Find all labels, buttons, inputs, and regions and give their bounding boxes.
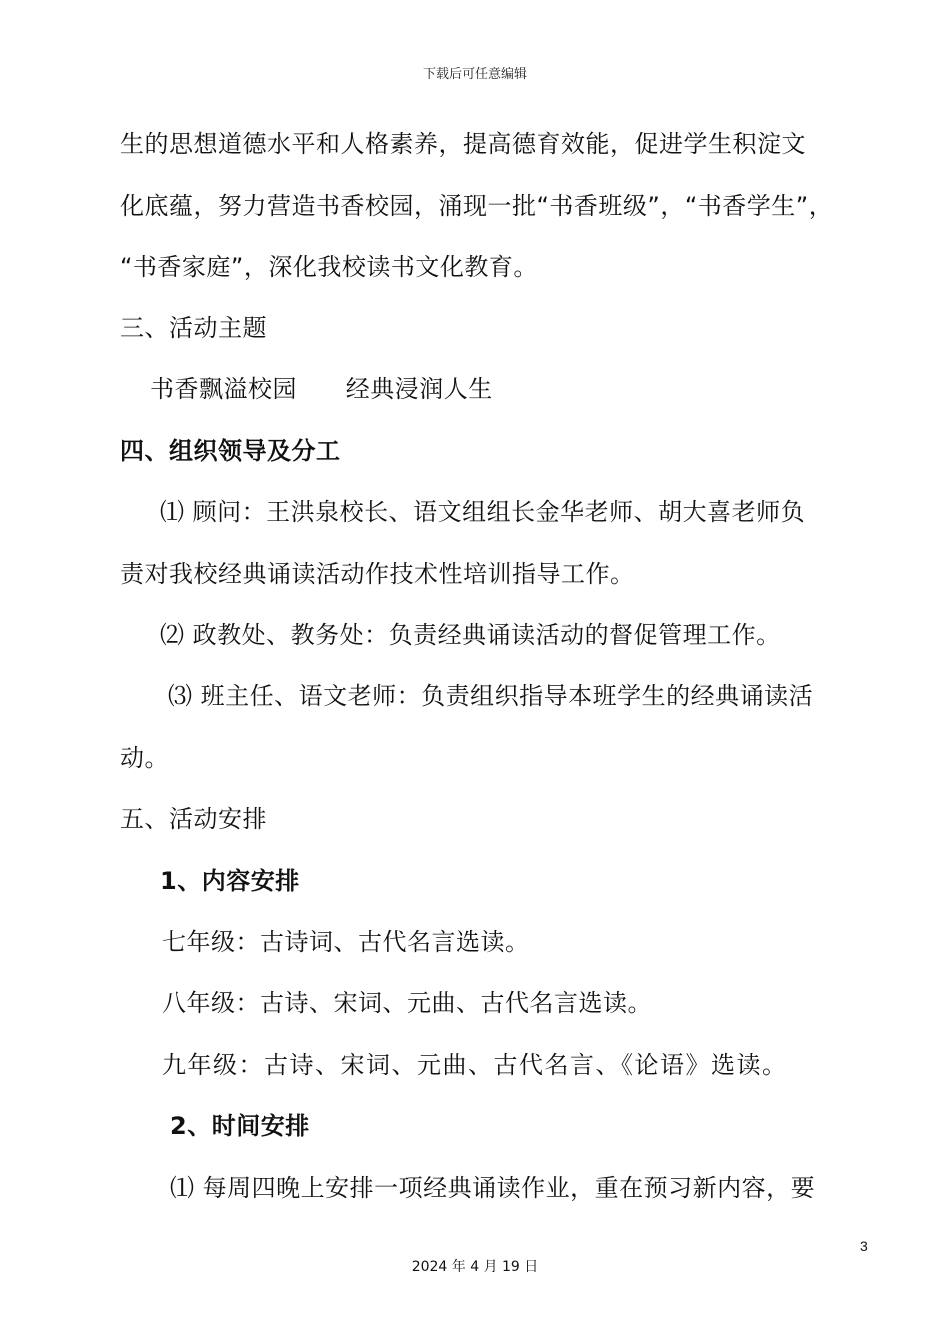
section-heading: 三、活动主题 <box>120 314 267 342</box>
section-heading: 五、活动安排 <box>120 805 267 833</box>
paragraph-line: 八年级：古诗、宋词、元曲、古代名言选读。 <box>162 989 652 1017</box>
page-number: 3 <box>860 1238 868 1254</box>
paragraph-line: 动。 <box>120 744 169 772</box>
paragraph-line: 责对我校经典诵读活动作技术性培训指导工作。 <box>120 560 635 588</box>
page-footer-date: 2024 年 4 月 19 日 <box>411 1259 539 1275</box>
paragraph-line: 生的思想道德水平和人格素养，提高德育效能，促进学生积淀文 <box>120 130 806 158</box>
paragraph-line: 化底蕴，努力营造书香校园，涌现一批“书香班级”，“书香学生”， <box>120 192 834 220</box>
theme-text: 书香飘溢校园 经典浸润人生 <box>150 375 493 403</box>
list-item: ⑴ 每周四晚上安排一项经典诵读作业，重在预习新内容，要 <box>170 1174 816 1202</box>
paragraph-line: 九年级：古诗、宋词、元曲、古代名言、《论语》选读。 <box>162 1051 788 1079</box>
list-item: ⑴ 顾问：王洪泉校长、语文组组长金华老师、胡大喜老师负 <box>160 498 806 526</box>
page-header: 下载后可任意编辑 <box>422 67 527 82</box>
paragraph-line: “书香家庭”，深化我校读书文化教育。 <box>120 253 538 281</box>
section-heading: 四、组织领导及分工 <box>120 437 341 465</box>
list-item: ⑶ 班主任、语文老师：负责组织指导本班学生的经典诵读活 <box>168 682 814 710</box>
subsection-heading: 2、时间安排 <box>170 1112 310 1140</box>
subsection-heading: 1、内容安排 <box>160 867 300 895</box>
list-item: ⑵ 政教处、教务处：负责经典诵读活动的督促管理工作。 <box>160 621 781 649</box>
paragraph-line: 七年级：古诗词、古代名言选读。 <box>162 928 530 956</box>
